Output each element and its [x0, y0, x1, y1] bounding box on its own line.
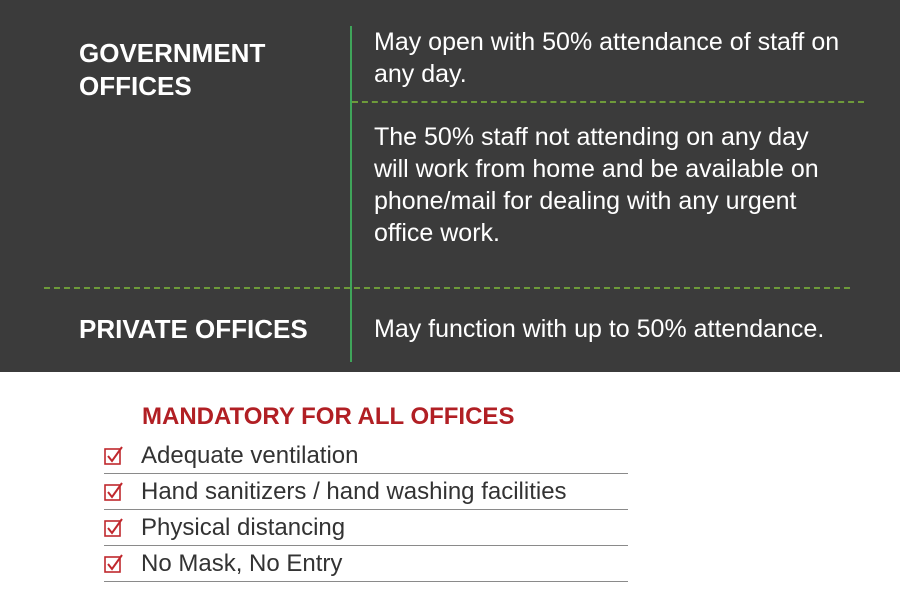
mandatory-item-label: No Mask, No Entry [141, 550, 343, 577]
checkbox-checked-icon [104, 446, 124, 466]
checkbox-checked-icon [104, 554, 124, 574]
mandatory-item-label: Adequate ventilation [141, 442, 359, 469]
mandatory-item [104, 474, 628, 510]
row-divider-main [44, 287, 850, 289]
mandatory-item-label: Hand sanitizers / hand washing facilities [141, 478, 567, 505]
mandatory-item [104, 510, 628, 546]
government-offices-heading: GOVERNMENT OFFICES [79, 38, 266, 101]
row-divider-government [352, 101, 864, 103]
mandatory-item [104, 546, 628, 582]
mandatory-title: MANDATORY FOR ALL OFFICES [142, 403, 515, 430]
checkbox-checked-icon [104, 518, 124, 538]
checkbox-checked-icon [104, 482, 124, 502]
government-rule-1: May open with 50% attendance of staff on any day. [374, 28, 840, 88]
private-offices-heading: PRIVATE OFFICES [79, 314, 308, 344]
government-rule-2: The 50% staff not attending on any day will work from home and be available on phone/mail for dealing with any urgent office work. [374, 123, 819, 247]
mandatory-item [104, 438, 628, 474]
mandatory-item-label: Physical distancing [141, 514, 346, 541]
column-divider [350, 26, 352, 362]
private-rule-1: May function with up to 50% attendance. [374, 315, 825, 343]
